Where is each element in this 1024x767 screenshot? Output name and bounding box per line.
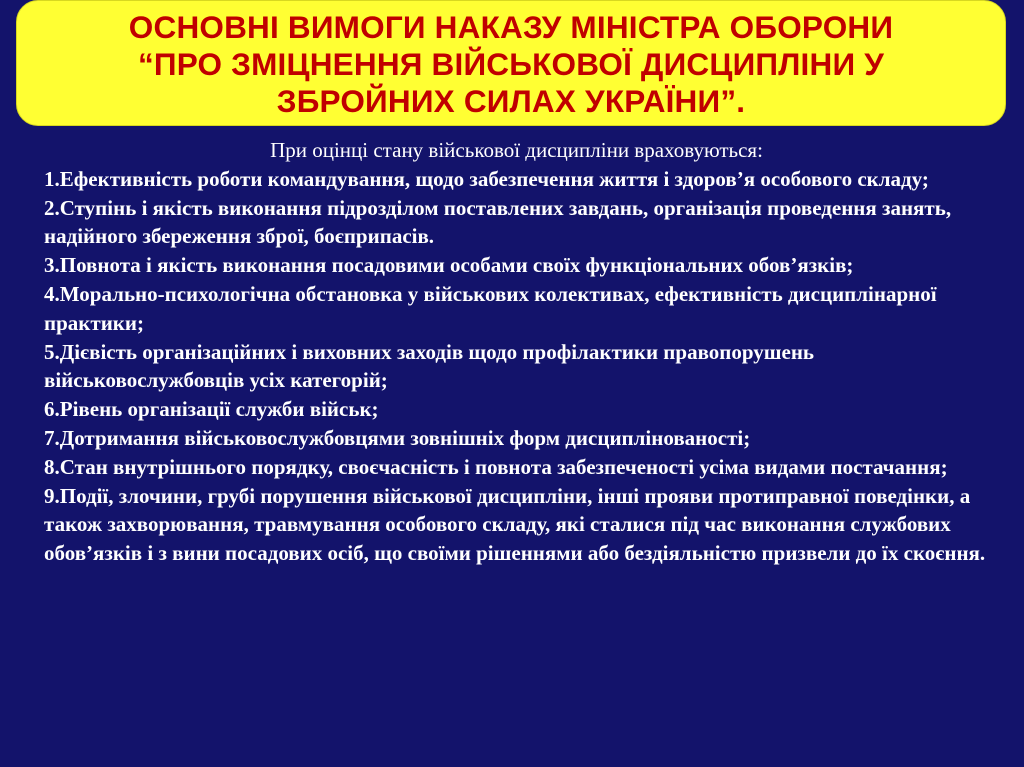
list-item-7: 7.Дотримання військовослужбовцями зовнішніх форм дисциплінованості; bbox=[44, 425, 751, 450]
list-item-6: 6.Рівень організації служби військ; bbox=[44, 397, 379, 422]
list-item-2: 2.Ступінь і якість виконання підрозділом поставлених завдань, організація проведення занять, надійного збереження зброї, боєприпасів. bbox=[44, 195, 952, 249]
list-item-4: 4.Морально-психологічна обстановка у військових колективах, ефективність дисциплінарної практики; bbox=[44, 281, 937, 335]
list-item-9: 9.Події, злочини, грубі порушення військової дисципліни, інші прояви протиправної поведінки, а також захворювання, травмування особового складу, які сталися під час виконання службових обов’язків і з вини посадових осіб, що своїми рішеннями або бездіяльністю призвели до їх скоєння. bbox=[44, 483, 986, 566]
list-item-8: 8.Стан внутрішнього порядку, своєчасність і повнота забезпеченості усіма видами постачання; bbox=[44, 454, 948, 479]
requirements-list bbox=[44, 136, 989, 568]
title-line-2: “ПРО ЗМІЦНЕННЯ ВІЙСЬКОВОЇ ДИСЦИПЛІНИ У bbox=[137, 45, 885, 82]
title-box bbox=[16, 0, 1006, 126]
list-item-1: 1.Ефективність роботи командування, щодо забезпечення життя і здоров’я особового складу; bbox=[44, 166, 929, 191]
list-item-5: 5.Дієвість організаційних і виховних заходів щодо профілактики правопорушень військовослужбовців усіх категорій; bbox=[44, 339, 815, 393]
list-item-3: 3.Повнота і якість виконання посадовими особами своїх функціональних обов’язків; bbox=[44, 253, 854, 278]
title-line-1: ОСНОВНІ ВИМОГИ НАКАЗУ МІНІСТРА ОБОРОНИ bbox=[128, 8, 894, 45]
list-subtitle: При оцінці стану військової дисципліни враховуються: bbox=[270, 138, 763, 162]
title-line-3: ЗБРОЙНИХ СИЛАХ УКРАЇНИ”. bbox=[276, 82, 746, 119]
